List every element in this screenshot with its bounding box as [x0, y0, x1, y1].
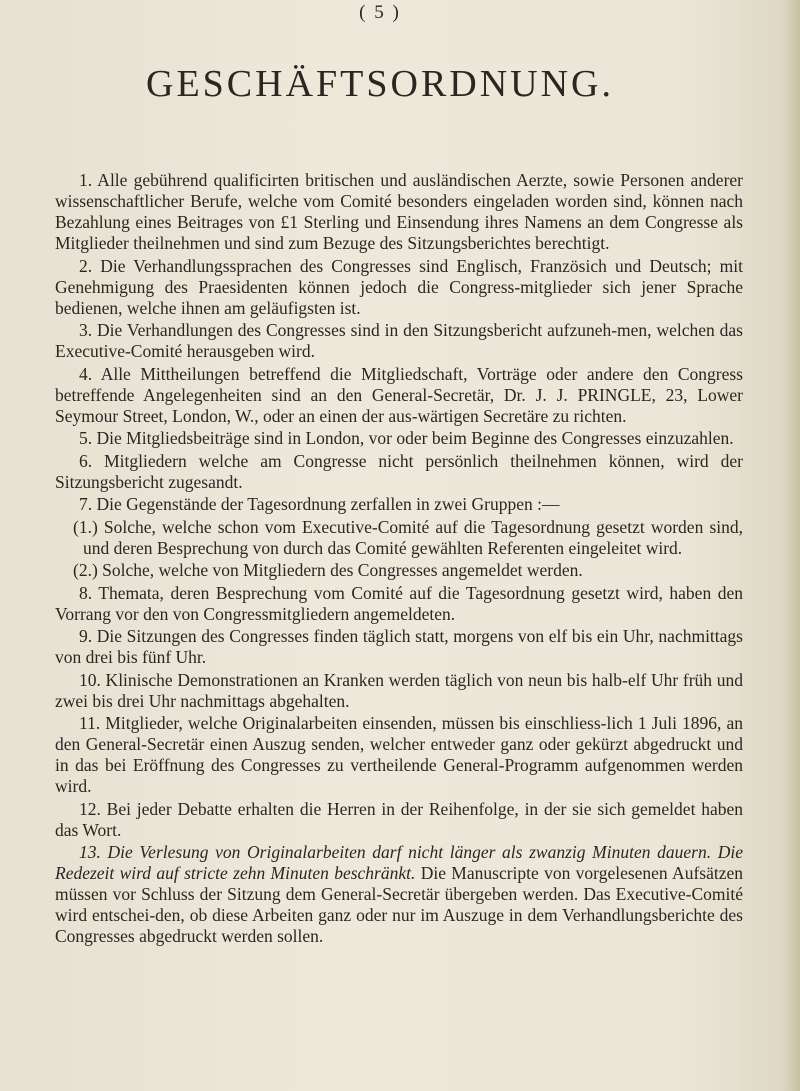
page-edge [782, 0, 800, 1091]
page-title: GESCHÄFTSORDNUNG. [146, 63, 614, 105]
rule-10: 10. Klinische Demonstrationen an Kranken werden täglich von neun bis halb-elf Uhr früh und zwei bis drei Uhr nachmittags abgehalten. [55, 669, 743, 711]
rule-3: 3. Die Verhandlungen des Congresses sind in den Sitzungsbericht aufzuneh-men, welchen das Executive-Comité herausgeben wird. [55, 320, 743, 361]
page-number: ( 5 ) [359, 2, 401, 23]
rule-1: 1. Alle gebührend qualificirten britischen und ausländischen Aerzte, sowie Personen anderer wissenschaftlicher Berufe, welche vom Comité besonders eingeladen worden sind, können nach Bezahlung eines Beitrages von £1 Sterling und Einsendung ihres Namens an dem Congresse als Mitglieder theilnehmen und sind zum Bezuge des Sitzungsberichtes berechtigt. [55, 170, 743, 253]
rule-2: 2. Die Verhandlungssprachen des Congresses sind Englisch, Französich und Deutsch; mit Genehmigung des Praesidenten können jedoch die Congress-mitglieder sich jener Sprache bedienen, welche ihnen am geläufigsten ist. [55, 255, 743, 318]
rule-8: 8. Themata, deren Besprechung vom Comité auf die Tagesordnung gesetzt wird, haben den Vorrang vor den von Congressmitgliedern angemeldeten. [55, 582, 743, 624]
rule-13-italic: 13. Die Verlesung von Originalarbeiten darf nicht länger als zwanzig Minuten dauern. Die Redezeit wird auf stricte zehn Minuten beschränkt. [55, 842, 743, 883]
rules-body [55, 170, 743, 949]
rule-11: 11. Mitglieder, welche Originalarbeiten einsenden, müssen bis einschliess-lich 1 Juli 1896, an den General-Secretär einen Auszug senden, welcher entweder ganz oder gekürzt abgedruckt und in das bei Eröffnung des Congresses zu vertheilende General-Programm aufgenommen werden wird. [55, 713, 743, 796]
rule-7-group-2: (2.) Solche, welche von Mitgliedern des Congresses angemeldet werden. [73, 560, 583, 580]
rule-6: 6. Mitgliedern welche am Congresse nicht persönlich theilnehmen können, wird der Sitzungsbericht zugesandt. [55, 450, 743, 492]
rule-7-group-1: (1.) Solche, welche schon vom Executive-Comité auf die Tagesordnung gesetzt worden sind, und deren Besprechung von durch das Comité gewählten Referenten eingeleitet wird. [73, 516, 743, 558]
rule-13-text: Die Manuscripte von vorgelesenen Aufsätzen müssen vor Schluss der Sitzung dem General-Secretär übergeben werden. Das Executive-Comité wird entschei-den, ob diese Arbeiten ganz oder nur im Auszuge in dem Verhandlungsberichte des Congresses abgedruckt werden sollen. [55, 863, 743, 946]
rule-13 [55, 842, 743, 947]
rule-5: 5. Die Mitgliedsbeiträge sind in London, vor oder beim Beginne des Congresses einzuzahlen. [79, 428, 734, 448]
rule-9: 9. Die Sitzungen des Congresses finden täglich statt, morgens von elf bis ein Uhr, nachmittags von drei bis fünf Uhr. [55, 626, 743, 667]
rule-7: 7. Die Gegenstände der Tagesordnung zerfallen in zwei Gruppen :— [79, 494, 560, 514]
rule-4: 4. Alle Mittheilungen betreffend die Mitgliedschaft, Vorträge oder andere den Congress betreffende Angelegenheiten sind an den General-Secretär, Dr. J. J. PRINGLE, 23, Lower Seymour Street, London, W., oder an einen der aus-wärtigen Secretäre zu richten. [55, 363, 743, 426]
rule-12: 12. Bei jeder Debatte erhalten die Herren in der Reihenfolge, in der sie sich gemeldet haben das Wort. [55, 798, 743, 840]
